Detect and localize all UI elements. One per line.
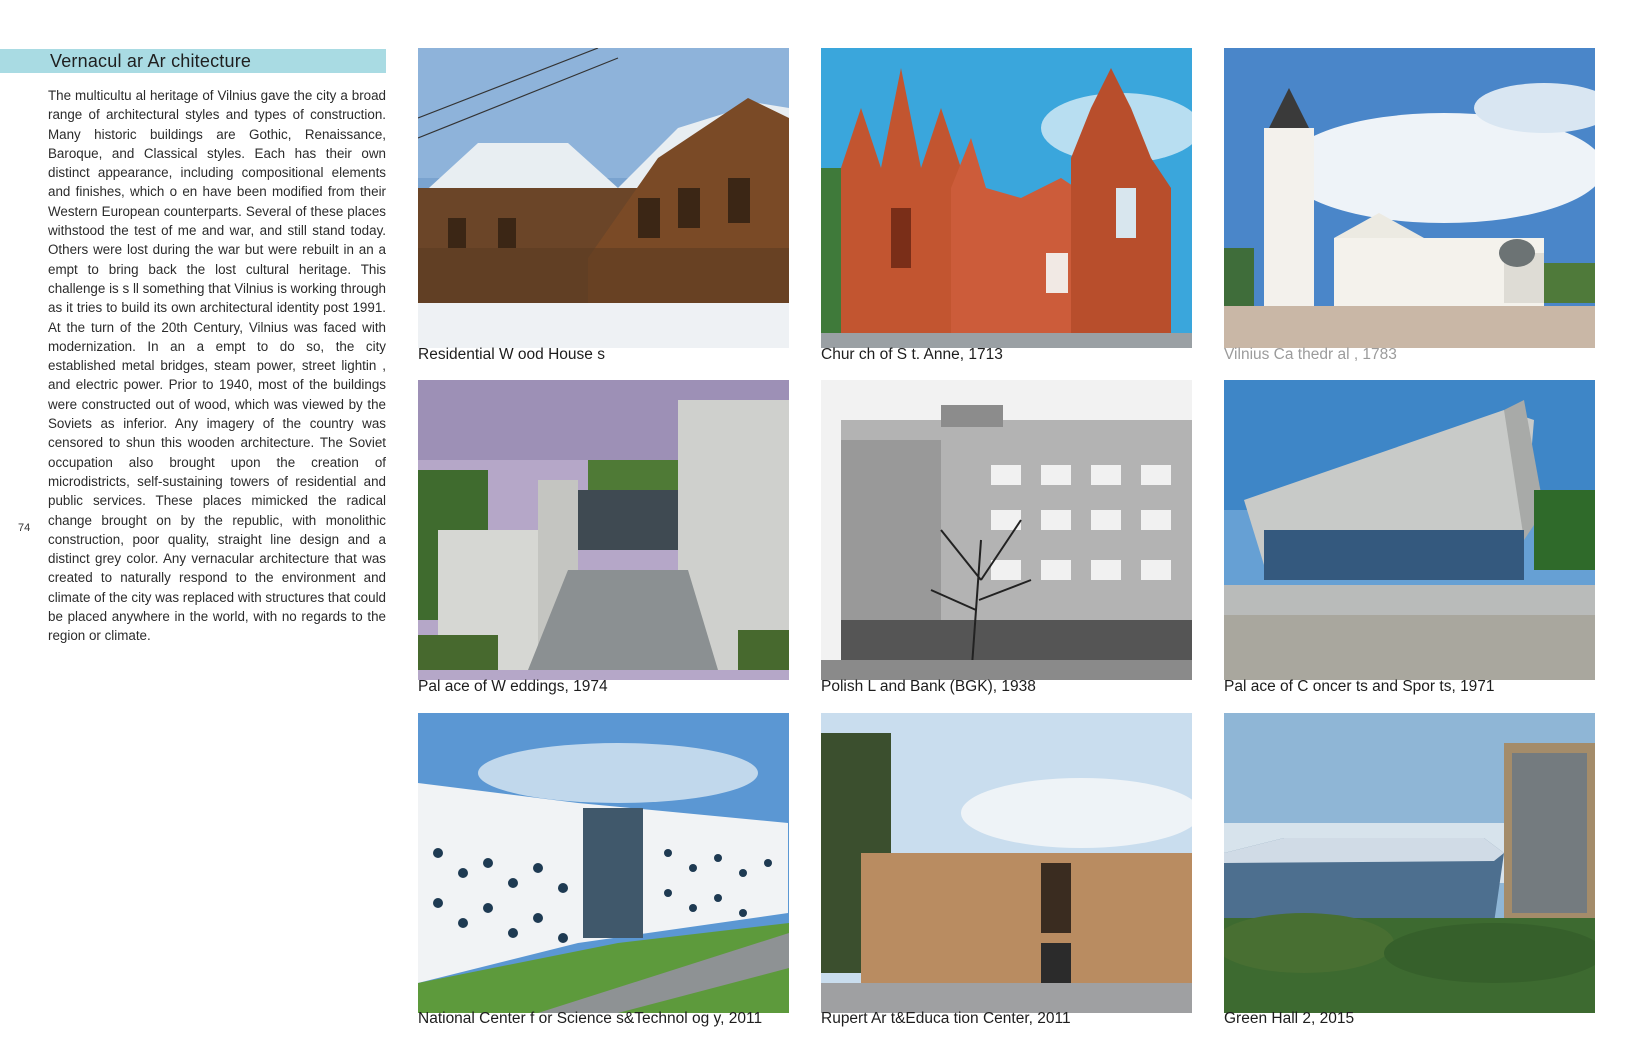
caption-national-center-for-science-and-technology: National Center f or Science s&Technol og y, 2011 — [418, 1010, 763, 1027]
photo-national-center-for-science-and-technology — [418, 713, 789, 1013]
photo-residential-wood-houses — [418, 48, 789, 348]
photo-rupert-art-and-education-center — [821, 713, 1192, 1013]
photo-green-hall-2 — [1224, 713, 1595, 1013]
caption-vilnius-cathedral: Vilnius Ca thedr al , 1783 — [1224, 346, 1397, 363]
photo-polish-land-bank — [821, 380, 1192, 680]
page-number: 74 — [18, 522, 31, 534]
caption-polish-land-bank: Polish L and Bank (BGK), 1938 — [821, 678, 1036, 695]
photo-vilnius-cathedral — [1224, 48, 1595, 348]
caption-rupert-art-and-education-center: Rupert Ar t&Educa tion Center, 2011 — [821, 1010, 1071, 1027]
caption-palace-of-concerts-and-sports: Pal ace of C oncer ts and Spor ts, 1971 — [1224, 678, 1495, 695]
body-text: The multicultu al heritage of Vilnius gave the city a broad range of architectural styles and types of construction. Many historic buildings are Gothic, Renaissance, Baroque, and Classical styles. Each has their own distinct appearance, including compositional elements and finishes, which o en have been modified from their Western European counterparts. Several of these places withstood the test of me and war, and still stand today. Others were lost during the war but were rebuilt in an a empt to bring back the lost cultural heritage. This challenge is s ll something that Vilnius is working through as it tries to build its own architectural identity post 1991. At the turn of the 20th Century, Vilnius was faced with modernization. In an a empt to do so, the city established metal bridges, steam power, street lightin , and electric power. Prior to 1940, most of the buildings were constructed out of wood, which was viewed by the Soviets as inferior. Any imagery of the country was censored to shun this wooden architecture. The Soviet occupation also brought upon the creation of microdistricts, self-sustaining towers of residential and public services. These places mimicked the radical change brought on by the republic, with monolithic construction, poor quality, straight line design and a distinct grey color. Any vernacular architecture that was created to naturally respond to the environment and climate of the city was replaced with structures that could be placed anywhere in the world, with no regards to the region or climate. — [48, 88, 386, 644]
caption-church-of-st-anne: Chur ch of S t. Anne, 1713 — [821, 346, 1003, 363]
photo-palace-of-weddings — [418, 380, 789, 680]
caption-green-hall-2: Green Hall 2, 2015 — [1224, 1010, 1355, 1027]
caption-residential-wood-houses: Residential W ood House s — [418, 346, 605, 363]
photo-church-of-st-anne — [821, 48, 1192, 348]
caption-palace-of-weddings: Pal ace of W eddings, 1974 — [418, 678, 608, 695]
section-title: Vernacul ar Ar chitecture — [50, 51, 252, 71]
photo-palace-of-concerts-and-sports — [1224, 380, 1595, 680]
